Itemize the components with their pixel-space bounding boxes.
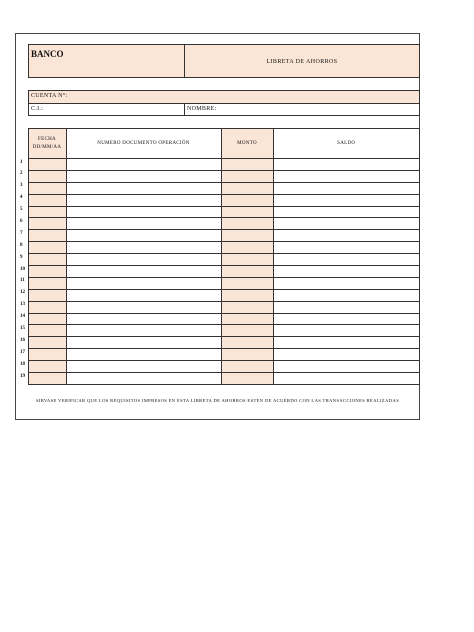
cell-fecha[interactable]	[28, 337, 66, 349]
row-number: 13	[20, 302, 25, 308]
row-number: 1	[20, 159, 23, 165]
cell-monto[interactable]	[221, 361, 273, 373]
cell-fecha[interactable]	[28, 230, 66, 242]
cell-saldo[interactable]	[273, 254, 420, 266]
cell-documento[interactable]	[66, 325, 221, 337]
cell-documento[interactable]	[66, 194, 221, 206]
cell-fecha[interactable]	[28, 170, 66, 182]
cell-monto[interactable]	[221, 230, 273, 242]
row-number: 7	[20, 230, 23, 236]
bank-header-box	[28, 44, 185, 78]
table-row	[28, 373, 420, 385]
table-row	[28, 313, 420, 325]
table-row	[28, 289, 420, 301]
cell-saldo[interactable]	[273, 206, 420, 218]
table-row	[28, 230, 420, 242]
cell-documento[interactable]	[66, 218, 221, 230]
table-row	[28, 182, 420, 194]
account-number-field[interactable]	[28, 90, 420, 104]
row-number: 12	[20, 290, 25, 296]
table-row	[28, 266, 420, 278]
cell-saldo[interactable]	[273, 325, 420, 337]
account-number-label: CUENTA N°:	[31, 93, 68, 99]
cell-saldo[interactable]	[273, 313, 420, 325]
row-number: 11	[20, 278, 25, 284]
cell-monto[interactable]	[221, 170, 273, 182]
table-row	[28, 325, 420, 337]
table-row	[28, 349, 420, 361]
row-number: 2	[20, 171, 23, 177]
table-row	[28, 159, 420, 171]
cell-monto[interactable]	[221, 242, 273, 254]
cell-monto[interactable]	[221, 313, 273, 325]
title-header-box	[185, 44, 420, 78]
cell-saldo[interactable]	[273, 170, 420, 182]
cell-fecha[interactable]	[28, 313, 66, 325]
cell-fecha[interactable]	[28, 159, 66, 171]
cell-saldo[interactable]	[273, 289, 420, 301]
cell-fecha[interactable]	[28, 206, 66, 218]
row-number: 19	[20, 373, 25, 379]
cell-documento[interactable]	[66, 242, 221, 254]
cell-documento[interactable]	[66, 337, 221, 349]
cell-saldo[interactable]	[273, 159, 420, 171]
cell-monto[interactable]	[221, 349, 273, 361]
table-row	[28, 206, 420, 218]
fecha-format-label: DD/MM/AA	[32, 144, 62, 150]
cell-saldo[interactable]	[273, 361, 420, 373]
cell-fecha[interactable]	[28, 289, 66, 301]
cell-saldo[interactable]	[273, 301, 420, 313]
cell-fecha[interactable]	[28, 242, 66, 254]
cell-fecha[interactable]	[28, 325, 66, 337]
table-row	[28, 194, 420, 206]
cell-monto[interactable]	[221, 325, 273, 337]
cell-saldo[interactable]	[273, 182, 420, 194]
cell-monto[interactable]	[221, 206, 273, 218]
cell-monto[interactable]	[221, 301, 273, 313]
cell-fecha[interactable]	[28, 301, 66, 313]
cell-monto[interactable]	[221, 266, 273, 278]
cell-documento[interactable]	[66, 277, 221, 289]
row-number: 14	[20, 314, 25, 320]
cell-monto[interactable]	[221, 194, 273, 206]
fecha-label: FECHA	[38, 136, 56, 142]
cell-saldo[interactable]	[273, 242, 420, 254]
cell-documento[interactable]	[66, 361, 221, 373]
row-number: 9	[20, 254, 23, 260]
cell-saldo[interactable]	[273, 373, 420, 385]
cell-fecha[interactable]	[28, 266, 66, 278]
cell-fecha[interactable]	[28, 254, 66, 266]
cell-documento[interactable]	[66, 266, 221, 278]
name-label: NOMBRE:	[187, 106, 217, 112]
cell-fecha[interactable]	[28, 218, 66, 230]
table-row	[28, 337, 420, 349]
passbook-title: LIBRETA DE AHORROS	[266, 59, 338, 65]
cell-saldo[interactable]	[273, 349, 420, 361]
cell-saldo[interactable]	[273, 266, 420, 278]
cell-saldo[interactable]	[273, 194, 420, 206]
row-number: 3	[20, 183, 23, 189]
cell-monto[interactable]	[221, 337, 273, 349]
cell-fecha[interactable]	[28, 194, 66, 206]
cell-documento[interactable]	[66, 373, 221, 385]
column-header-monto: MONTO	[221, 129, 273, 159]
cell-fecha[interactable]	[28, 373, 66, 385]
table-header-row	[28, 129, 420, 159]
cell-saldo[interactable]	[273, 277, 420, 289]
table-row	[28, 361, 420, 373]
table-row	[28, 242, 420, 254]
bank-name: BANCO	[31, 49, 64, 59]
footer-note: SIRVASE VERIFICAR QUE LOS REQUISITOS IMPRESOS EN ESTA LIBRETA DE AHORROS ESTEN DE ACUERDO CON LAS TRANSACCIONES REALIZADAS	[36, 398, 399, 403]
column-header-documento: NUMERO DOCUMENTO OPERACIÓN	[66, 129, 221, 159]
cell-fecha[interactable]	[28, 277, 66, 289]
cell-saldo[interactable]	[273, 337, 420, 349]
cell-documento[interactable]	[66, 170, 221, 182]
table-row	[28, 277, 420, 289]
cell-documento[interactable]	[66, 159, 221, 171]
transactions-table	[20, 128, 420, 385]
row-number: 18	[20, 361, 25, 367]
row-number: 16	[20, 337, 25, 343]
cell-documento[interactable]	[66, 289, 221, 301]
table-row	[28, 301, 420, 313]
ci-field[interactable]	[28, 104, 185, 116]
cell-documento[interactable]	[66, 301, 221, 313]
row-number: 6	[20, 218, 23, 224]
row-number: 15	[20, 325, 25, 331]
cell-monto[interactable]	[221, 373, 273, 385]
cell-documento[interactable]	[66, 182, 221, 194]
column-header-saldo: SALDO	[273, 129, 420, 159]
name-field[interactable]	[185, 104, 420, 116]
cell-fecha[interactable]	[28, 182, 66, 194]
ci-label: C.I.:	[31, 106, 44, 112]
cell-monto[interactable]	[221, 289, 273, 301]
cell-saldo[interactable]	[273, 218, 420, 230]
cell-monto[interactable]	[221, 159, 273, 171]
row-number: 8	[20, 242, 23, 248]
table-row	[28, 254, 420, 266]
cell-documento[interactable]	[66, 254, 221, 266]
row-number: 4	[20, 195, 23, 201]
table-row	[28, 218, 420, 230]
row-number: 17	[20, 349, 25, 355]
cell-documento[interactable]	[66, 206, 221, 218]
cell-monto[interactable]	[221, 218, 273, 230]
table-row	[28, 170, 420, 182]
column-header-fecha	[28, 129, 66, 159]
cell-documento[interactable]	[66, 313, 221, 325]
cell-documento[interactable]	[66, 230, 221, 242]
passbook-sheet	[15, 33, 420, 420]
cell-monto[interactable]	[221, 277, 273, 289]
cell-documento[interactable]	[66, 349, 221, 361]
cell-fecha[interactable]	[28, 349, 66, 361]
cell-monto[interactable]	[221, 254, 273, 266]
row-number: 10	[20, 266, 25, 272]
cell-monto[interactable]	[221, 182, 273, 194]
cell-saldo[interactable]	[273, 230, 420, 242]
row-number: 5	[20, 207, 23, 213]
cell-fecha[interactable]	[28, 361, 66, 373]
